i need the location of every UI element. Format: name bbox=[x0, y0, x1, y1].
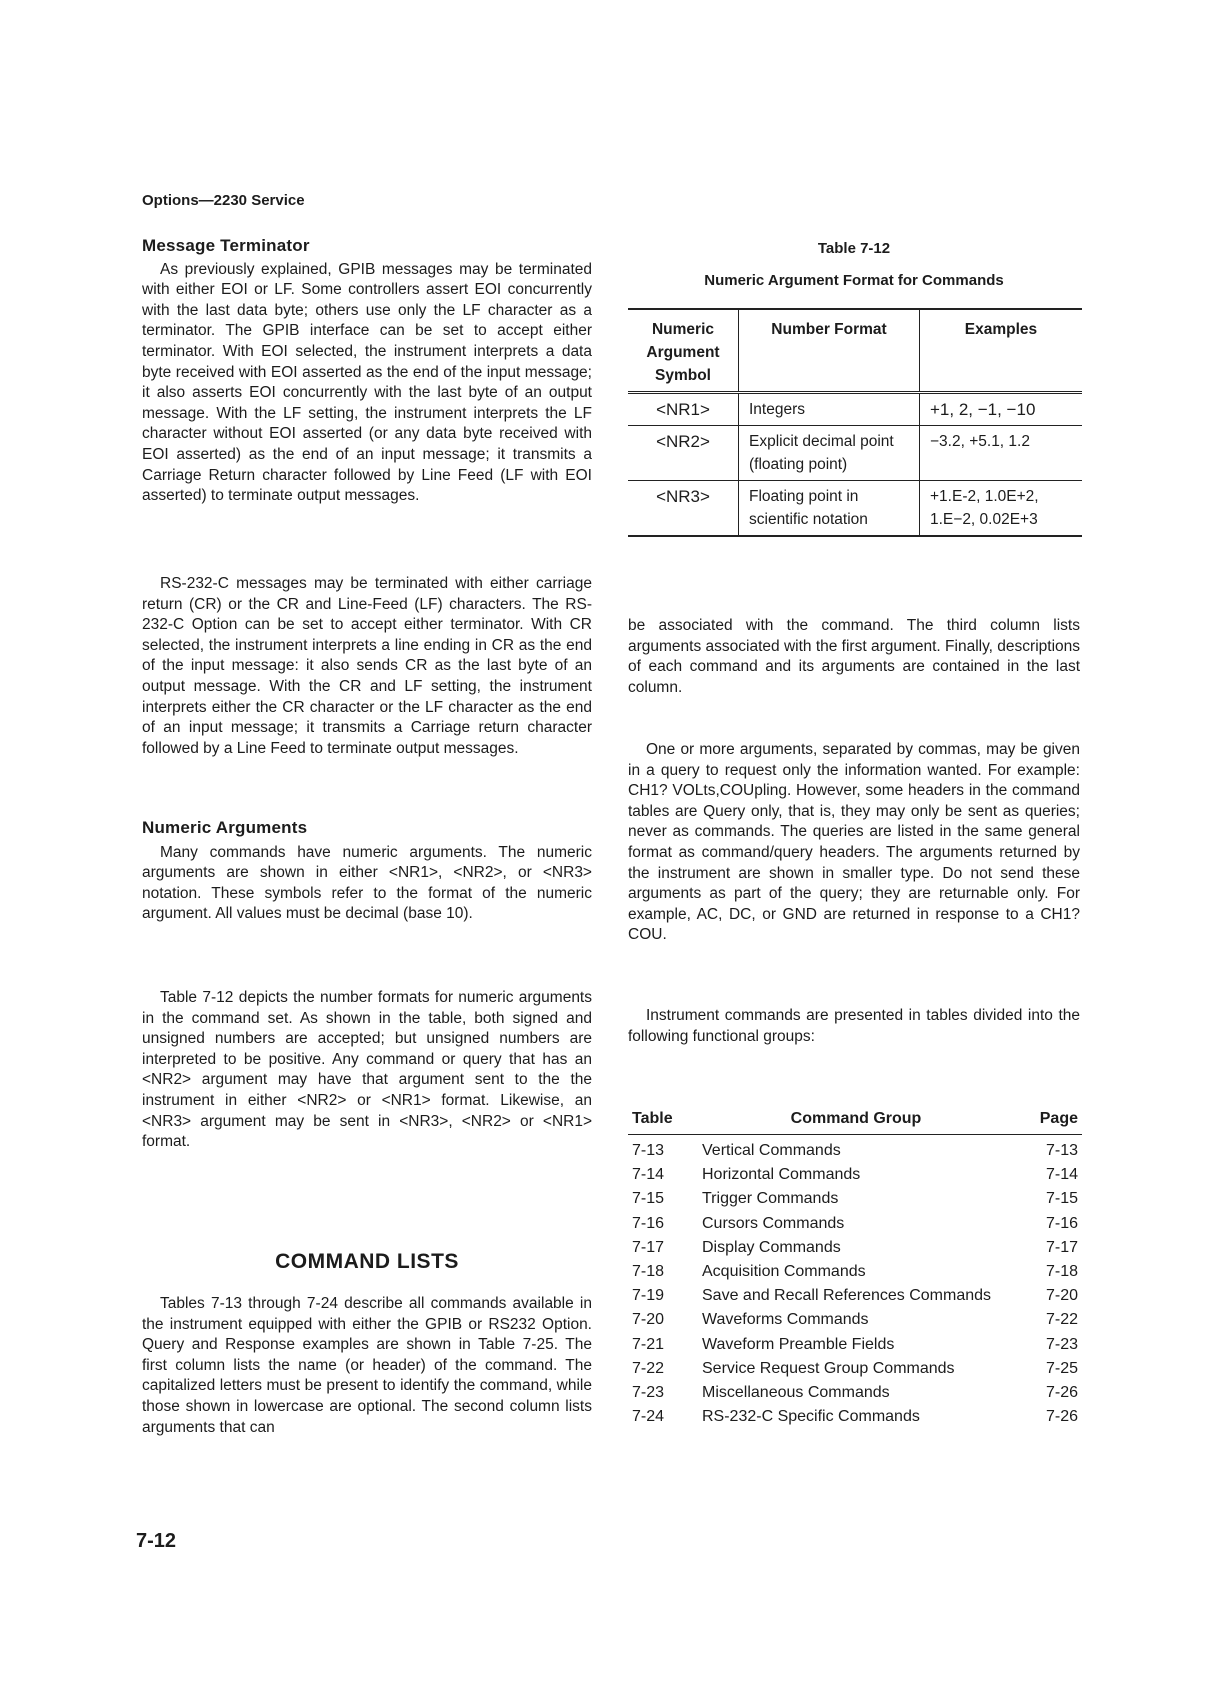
format-cell: Explicit decimal point (floating point) bbox=[739, 426, 920, 481]
numeric-arguments-paragraph-1: Many commands have numeric arguments. The numeric arguments are shown in either <NR1>, <NR2>, or <NR3> notation. These symbols refer to the format of the numeric argument. All values must be decimal (base 10). bbox=[142, 843, 592, 923]
format-cell: Floating point in scientific notation bbox=[739, 481, 920, 537]
group-table-num: 7-23 bbox=[632, 1383, 665, 1401]
group-page: 7-22 bbox=[1045, 1311, 1078, 1329]
group-col-page: Page bbox=[1014, 1106, 1082, 1135]
format-cell: Integers bbox=[739, 393, 920, 426]
group-page: 7-23 bbox=[1045, 1335, 1078, 1353]
table-row bbox=[628, 1236, 1082, 1260]
command-lists-block bbox=[142, 1294, 592, 1438]
group-table-num: 7-19 bbox=[632, 1287, 665, 1305]
group-page: 7-26 bbox=[1045, 1383, 1078, 1401]
right-paragraph-block-2 bbox=[628, 740, 1080, 946]
numeric-arguments-paragraph-2: Table 7-12 depicts the number formats for numeric arguments in the command set. As shown in the table, both signed and unsigned numbers are accepted; but unsigned numbers are interpreted to be positive. Any command or query that has an <NR2> argument may have that argument sent to the the instrument in either <NR2> or <NR1> format. Likewise, an <NR3> argument may be sent in <NR3>, <NR2> or <NR1> format. bbox=[142, 989, 592, 1151]
numeric-arguments-block-2 bbox=[142, 988, 592, 1153]
group-table-num: 7-13 bbox=[632, 1142, 665, 1160]
table-row bbox=[628, 393, 1082, 426]
group-table-num: 7-22 bbox=[632, 1359, 665, 1377]
table-row bbox=[628, 1135, 1082, 1164]
group-table-num: 7-24 bbox=[632, 1408, 665, 1426]
right-paragraph-block-3 bbox=[628, 1006, 1080, 1047]
table-7-12-title: Numeric Argument Format for Commands bbox=[704, 272, 1004, 289]
group-page: 7-18 bbox=[1045, 1263, 1078, 1281]
group-page: 7-26 bbox=[1045, 1408, 1078, 1426]
group-col-table: Table bbox=[628, 1106, 698, 1135]
right-paragraph-2: One or more arguments, separated by commas, may be given in a query to request only the information wanted. For example: CH1? VOLts,COUpling. However, some headers in the command tables are Query only, that is, they may only be sent as queries; never as commands. The queries are listed in the same general format as command/query headers. The arguments returned by the instrument are shown in smaller type. Do not send these arguments as part of the query; they are returnable only. For example, AC, DC, or GND are returned in response to a CH1? COU. bbox=[628, 741, 1080, 944]
table-row bbox=[628, 1381, 1082, 1405]
symbol-cell: <NR1> bbox=[628, 393, 739, 426]
symbol-cell: <NR2> bbox=[628, 426, 739, 481]
table-row bbox=[628, 1163, 1082, 1187]
examples-cell: −3.2, +5.1, 1.2 bbox=[920, 426, 1083, 481]
group-page: 7-15 bbox=[1045, 1190, 1078, 1208]
group-name: Vertical Commands bbox=[702, 1142, 841, 1160]
examples-cell: +1.E-2, 1.0E+2, 1.E−2, 0.02E+3 bbox=[920, 481, 1083, 537]
table-row bbox=[628, 1333, 1082, 1357]
group-name: RS-232-C Specific Commands bbox=[702, 1408, 920, 1426]
group-table-num: 7-20 bbox=[632, 1311, 665, 1329]
group-name: Waveform Preamble Fields bbox=[702, 1335, 895, 1353]
right-paragraph-3: Instrument commands are presented in tables divided into the following functional groups: bbox=[628, 1007, 1080, 1045]
running-header: Options—2230 Service bbox=[142, 192, 305, 209]
numeric-format-table bbox=[628, 308, 1082, 537]
col-header-symbol: Numeric Argument Symbol bbox=[628, 309, 739, 393]
table-row bbox=[628, 481, 1082, 537]
group-name: Display Commands bbox=[702, 1238, 841, 1256]
table-row bbox=[628, 1212, 1082, 1236]
table-header-row bbox=[628, 309, 1082, 393]
group-table-num: 7-16 bbox=[632, 1214, 665, 1232]
col-header-format: Number Format bbox=[739, 309, 920, 393]
group-page: 7-16 bbox=[1045, 1214, 1078, 1232]
message-terminator-paragraph-1: As previously explained, GPIB messages may be terminated with either EOI or LF. Some controllers assert EOI concurrently with the last data byte; others use only the LF character as a terminator. The GPIB interface can be set to accept either terminator. With EOI selected, the instrument interprets a data byte received with EOI asserted as the end of the input message; it also asserts EOI concurrently with the last byte of an output message. With the LF setting, the instrument interprets the LF character without EOI asserted (or any data byte received with EOI asserted) as the end of an input message; it transmits a Carriage Return character followed by Line Feed (LF with EOI asserted) to terminate output messages. bbox=[142, 260, 592, 505]
table-row bbox=[628, 1357, 1082, 1381]
table-row bbox=[628, 426, 1082, 481]
group-page: 7-14 bbox=[1045, 1166, 1078, 1184]
message-terminator-section bbox=[142, 236, 592, 507]
table-7-12-number: Table 7-12 bbox=[817, 240, 891, 257]
command-lists-heading: COMMAND LISTS bbox=[275, 1250, 459, 1273]
examples-cell: +1, 2, −1, −10 bbox=[920, 393, 1083, 426]
group-page: 7-13 bbox=[1045, 1142, 1078, 1160]
group-table-num: 7-14 bbox=[632, 1166, 665, 1184]
table-row bbox=[628, 1405, 1082, 1429]
group-page: 7-20 bbox=[1045, 1287, 1078, 1305]
message-terminator-heading: Message Terminator bbox=[142, 236, 310, 255]
message-terminator-paragraph-2: RS-232-C messages may be terminated with either carriage return (CR) or the CR and Line-Feed (LF) characters. The RS-232-C Option can be set to accept either terminator. With CR selected, the instrument interprets a line ending in CR as the end of the input message: it also sends CR as the last byte of an output message. With the CR and LF setting, the instrument interprets either the CR character or the LF character as the end of an input message; it transmits a Carriage return character followed by a Line Feed to terminate output messages. bbox=[142, 575, 592, 757]
group-page: 7-17 bbox=[1045, 1238, 1078, 1256]
numeric-arguments-heading: Numeric Arguments bbox=[142, 818, 308, 837]
numeric-arguments-section bbox=[142, 818, 592, 925]
group-header-row bbox=[628, 1106, 1082, 1135]
table-row bbox=[628, 1284, 1082, 1308]
command-group-table bbox=[628, 1106, 1082, 1429]
group-name: Horizontal Commands bbox=[702, 1166, 861, 1184]
page-number: 7-12 bbox=[136, 1530, 177, 1552]
group-table-num: 7-18 bbox=[632, 1263, 665, 1281]
rs232-terminator-paragraph-block bbox=[142, 574, 592, 759]
group-name: Miscellaneous Commands bbox=[702, 1383, 890, 1401]
group-name: Acquisition Commands bbox=[702, 1263, 866, 1281]
table-row bbox=[628, 1308, 1082, 1332]
group-name: Trigger Commands bbox=[702, 1190, 839, 1208]
group-name: Cursors Commands bbox=[702, 1214, 845, 1232]
group-name: Service Request Group Commands bbox=[702, 1359, 955, 1377]
group-table-num: 7-17 bbox=[632, 1238, 665, 1256]
symbol-cell: <NR3> bbox=[628, 481, 739, 537]
group-name: Save and Recall References Commands bbox=[702, 1287, 992, 1305]
table-row bbox=[628, 1187, 1082, 1211]
group-page: 7-25 bbox=[1045, 1359, 1078, 1377]
right-paragraph-block-1 bbox=[628, 616, 1080, 698]
group-col-name: Command Group bbox=[698, 1106, 1014, 1135]
col-header-examples: Examples bbox=[920, 309, 1083, 393]
command-lists-paragraph: Tables 7-13 through 7-24 describe all commands available in the instrument equipped with either the GPIB or RS232 Option. Query and Response examples are shown in Table 7-25. The first column lists the name (or header) of the command. The capitalized letters must be present to identify the command, while those shown in lowercase are optional. The second column lists arguments that can bbox=[142, 1295, 592, 1436]
group-table-num: 7-15 bbox=[632, 1190, 665, 1208]
right-paragraph-1: be associated with the command. The third column lists arguments associated with the first argument. Finally, descriptions of each command and its arguments are contained in the last column. bbox=[628, 617, 1080, 696]
group-table-num: 7-21 bbox=[632, 1335, 665, 1353]
group-name: Waveforms Commands bbox=[702, 1311, 869, 1329]
table-row bbox=[628, 1260, 1082, 1284]
